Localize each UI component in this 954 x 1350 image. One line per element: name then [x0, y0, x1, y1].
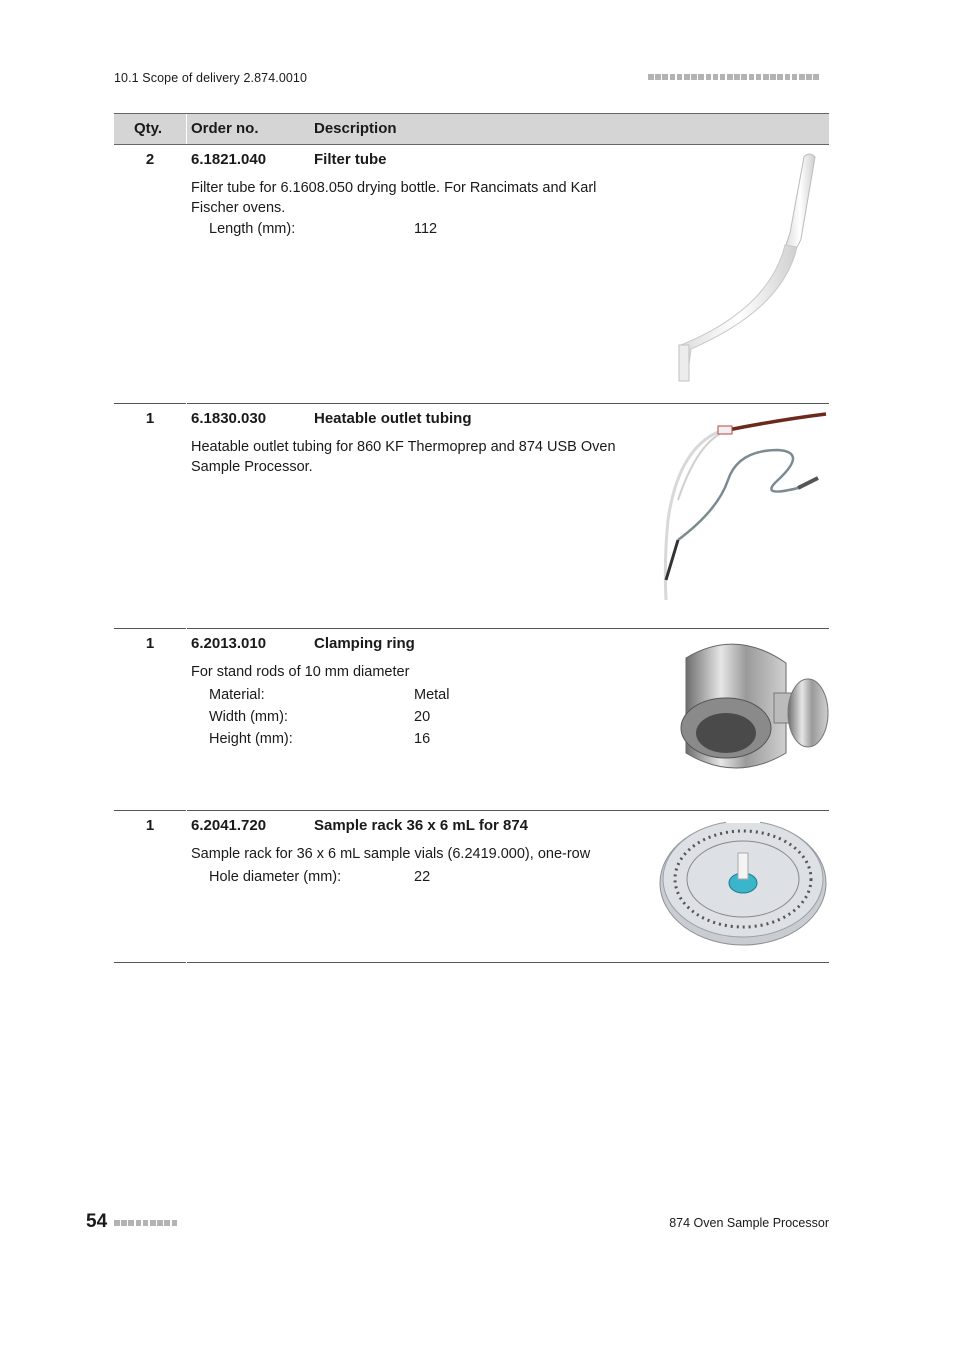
row-properties: [209, 687, 509, 753]
property: [209, 221, 509, 243]
property-label: Length (mm):: [209, 221, 296, 237]
header-dots: [648, 74, 819, 80]
column-qty: Qty.: [134, 120, 163, 137]
footer-dots: [114, 1220, 177, 1226]
row-qty: 1: [145, 410, 155, 427]
row-description: Sample rack for 36 x 6 mL sample vials (6.2419.000), one-row: [191, 846, 591, 862]
sample-rack-image: [658, 813, 829, 947]
table-header: [114, 113, 829, 145]
table-row: [114, 811, 829, 963]
row-title: Heatable outlet tubing: [314, 410, 472, 427]
row-order-no: 6.1830.030: [191, 410, 267, 427]
row-qty: 2: [145, 151, 155, 168]
property-label: Material:: [209, 687, 265, 703]
property-value: 112: [414, 221, 438, 237]
row-properties: [209, 869, 509, 891]
row-order-no: 6.2041.720: [191, 817, 267, 834]
property-label: Width (mm):: [209, 709, 288, 725]
property-value: 22: [414, 869, 431, 885]
clamping-ring-image: [656, 633, 829, 798]
property: [209, 709, 509, 731]
property-label: Height (mm):: [209, 731, 293, 747]
property: [209, 687, 509, 709]
column-order-no: Order no.: [191, 120, 259, 137]
property-value: Metal: [414, 687, 450, 703]
running-footer-product: 874 Oven Sample Processor: [669, 1216, 829, 1230]
row-title: Sample rack 36 x 6 mL for 874: [314, 817, 529, 834]
table-row: [114, 145, 829, 404]
property-value: 20: [414, 709, 431, 725]
row-order-no: 6.2013.010: [191, 635, 267, 652]
row-properties: [209, 221, 509, 243]
property: [209, 869, 509, 891]
table-row: [114, 404, 829, 629]
property: [209, 731, 509, 753]
row-description: Heatable outlet tubing for 860 KF Thermoprep and 874 USB Oven Sample Processor.: [191, 439, 616, 475]
table-row: [114, 629, 829, 811]
property-value: 16: [414, 731, 431, 747]
outlet-tubing-image: [658, 410, 829, 606]
row-qty: 1: [145, 817, 155, 834]
row-description: Filter tube for 6.1608.050 drying bottle. For Rancimats and Karl Fischer ovens.: [191, 180, 597, 216]
row-title: Clamping ring: [314, 635, 415, 652]
row-order-no: 6.1821.040: [191, 151, 267, 168]
row-qty: 1: [145, 635, 155, 652]
row-title: Filter tube: [314, 151, 387, 168]
property-label: Hole diameter (mm):: [209, 869, 342, 885]
scope-of-delivery-table: [114, 113, 829, 963]
column-description: Description: [314, 120, 397, 137]
filter-tube-image: [669, 149, 819, 389]
page-number: 54: [86, 1211, 108, 1232]
row-description: For stand rods of 10 mm diameter: [191, 664, 410, 680]
running-header: 10.1 Scope of delivery 2.874.0010: [114, 71, 308, 85]
